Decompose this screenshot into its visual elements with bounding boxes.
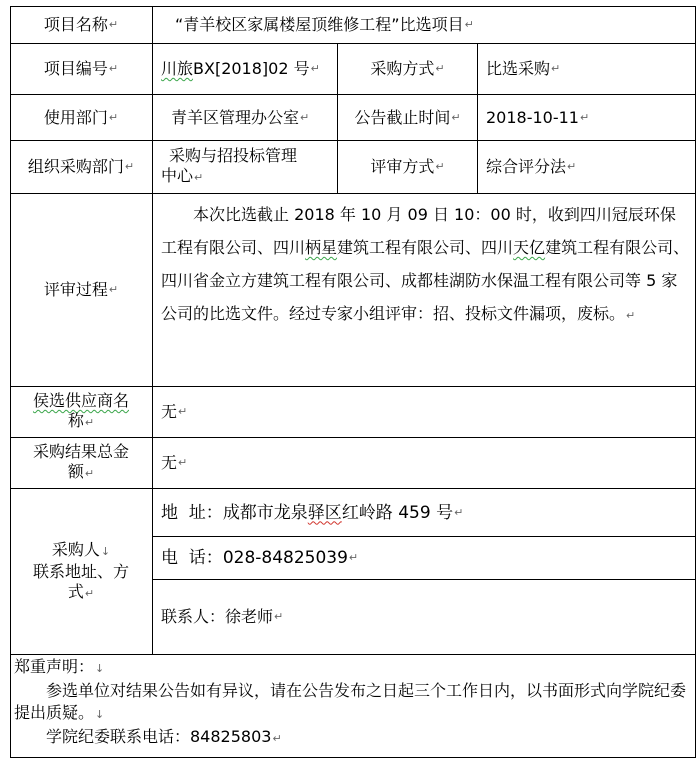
notice-body: 参选单位对结果公告如有异议，请在公告发布之日起三个工作日内，以书面形式向学院纪委提出质疑。↓ xyxy=(14,681,687,722)
value-org-dept xyxy=(153,141,337,193)
value-total-amount: 无 ↵ xyxy=(161,453,188,472)
org-dept-line-2: 中心↵ xyxy=(161,166,204,185)
label-deadline: 公告截止时间 ↵ xyxy=(354,107,461,127)
label-project-name: 项目名称 ↵ xyxy=(43,14,119,34)
label-procure-method: 采购方式 ↵ xyxy=(370,59,445,78)
value-buyer-contact-person: 联系人： 徐老师 ↵ xyxy=(161,607,284,626)
value-buyer-address: 地 址： 成都市龙泉 驿区 红岭路 459 号 ↵ xyxy=(161,502,464,523)
value-buyer-phone: 电 话： 028-84825039 ↵ xyxy=(161,548,359,568)
label-candidate: 侯选供应商名 称↵ xyxy=(32,391,129,430)
label-project-no: 项目编号 ↵ xyxy=(43,59,119,78)
value-review-method: 综合评分法 ↵ xyxy=(486,157,577,176)
value-deadline: 2018-10-11 ↵ xyxy=(486,107,590,127)
org-dept-line-1: 采购与招投标管理 xyxy=(169,146,298,165)
value-project-name: “青羊校区家属楼屋顶维修工程”比选项目 ↵ xyxy=(175,14,474,34)
label-total-amount: 采购结果总金 额↵ xyxy=(32,442,129,481)
label-review-method: 评审方式 ↵ xyxy=(370,157,445,176)
label-department: 使用部门 ↵ xyxy=(43,107,119,127)
label-buyer-contact: 采购人↓ 联系地址、方 式↵ xyxy=(32,539,129,601)
value-procure-method: 比选采购 ↵ xyxy=(486,59,561,78)
value-project-no: 川旅 BX[2018]02 号 ↵ xyxy=(161,59,320,78)
notice-phone: 学院纪委联系电话：84825803↵ xyxy=(46,727,282,746)
result-announcement-table xyxy=(10,6,696,758)
label-org-dept: 组织采购部门 ↵ xyxy=(27,157,135,176)
label-review-process: 评审过程 ↵ xyxy=(43,280,119,299)
value-department: 青羊区管理办公室 ↵ xyxy=(171,107,310,127)
notice-block xyxy=(10,654,696,758)
value-candidate: 无 ↵ xyxy=(161,402,188,421)
notice-title: 郑重声明：↓ xyxy=(14,657,105,676)
value-review-process: 本次比选截止 2018 年 10 月 09 日 10：00 时，收到四川冠辰环保工程有限公司、四川柄星建筑工程有限公司、四川天亿建筑工程有限公司、四川省金立方建筑工程有限公司、成都桂湖防水保温工程有限公司等 5 家公司的比选文件。经过专家小组评审：招、投标文件漏项，废标。↵ xyxy=(161,205,690,323)
